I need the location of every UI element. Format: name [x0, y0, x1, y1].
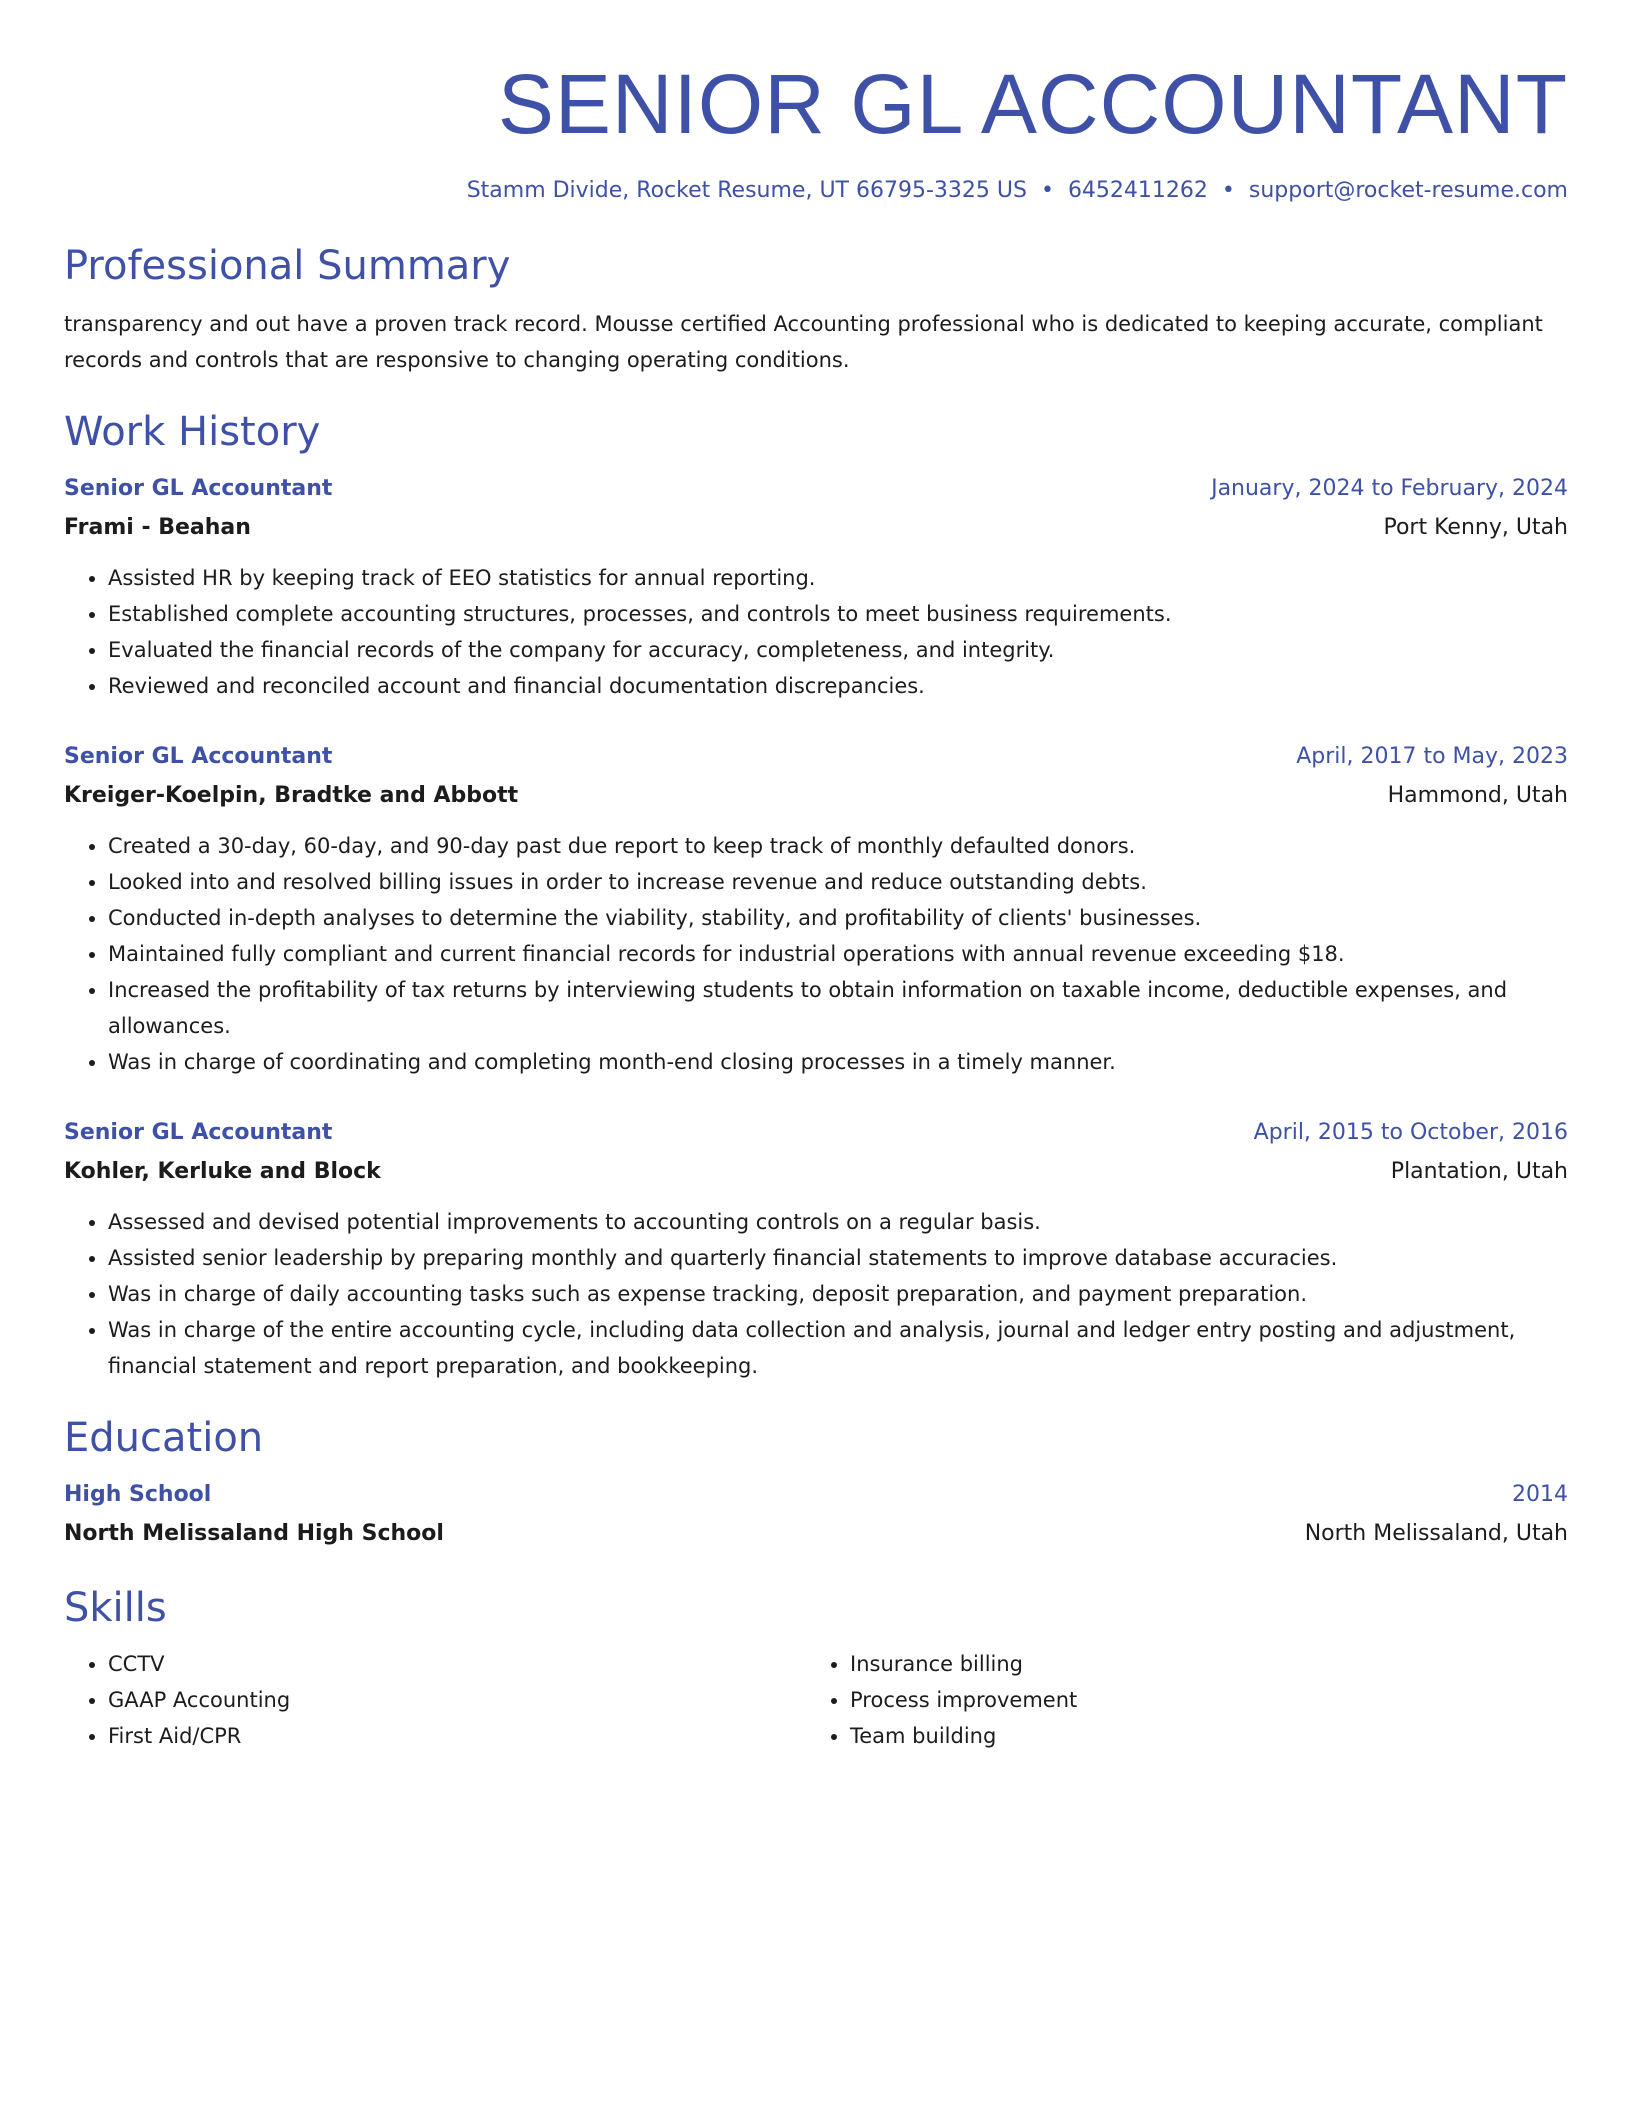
job-bullet: • Was in charge of coordinating and completing month-end closing processes in a timely manner. — [108, 1044, 1568, 1080]
job-bullet: • Was in charge of daily accounting tasks such as expense tracking, deposit preparation, and payment preparation. — [108, 1276, 1568, 1312]
job-bullets — [64, 1204, 1568, 1384]
job-header-row — [64, 470, 1568, 508]
contact-address: Stamm Divide, Rocket Resume, UT 66795-3325 US — [466, 178, 1027, 203]
job-location: Hammond, Utah — [1387, 783, 1568, 808]
job-bullets — [64, 828, 1568, 1080]
job-entry — [64, 470, 1568, 704]
skills-column-left — [64, 1646, 806, 1754]
education-degree: High School — [64, 1482, 212, 1507]
job-title: Senior GL Accountant — [64, 744, 333, 769]
section-title-skills: Skills — [64, 1585, 167, 1631]
education-header-row — [64, 1476, 1568, 1514]
skill-item: • Process improvement — [850, 1682, 1548, 1718]
job-bullet: • Increased the profitability of tax returns by interviewing students to obtain information on taxable income, deductible expenses, and allowances. — [108, 972, 1568, 1044]
education-school: North Melissaland High School — [64, 1521, 444, 1546]
contact-separator: • — [1221, 178, 1235, 203]
section-title-summary: Professional Summary — [64, 243, 511, 289]
job-bullet: • Maintained fully compliant and current financial records for industrial operations with annual revenue exceeding $18. — [108, 936, 1568, 972]
job-bullet: • Established complete accounting structures, processes, and controls to meet business requirements. — [108, 596, 1568, 632]
skills-list — [64, 1646, 1568, 1754]
job-entry — [64, 1114, 1568, 1384]
contact-phone: 6452411262 — [1067, 178, 1208, 203]
section-title-education: Education — [64, 1415, 264, 1461]
education-school-row — [64, 1514, 1568, 1554]
job-dates: April, 2015 to October, 2016 — [1253, 1120, 1568, 1145]
job-company-row — [64, 508, 1568, 548]
summary-text: transparency and out have a proven track record. Mousse certified Accounting professional who is dedicated to keeping accurate, compliant records and controls that are responsive to changing operating conditions. — [64, 312, 1543, 372]
job-dates: April, 2017 to May, 2023 — [1296, 744, 1568, 769]
section-title-work-history: Work History — [64, 409, 321, 455]
skill-item: • Insurance billing — [850, 1646, 1548, 1682]
job-company: Kohler, Kerluke and Block — [64, 1159, 381, 1184]
job-dates: January, 2024 to February, 2024 — [1211, 476, 1568, 501]
job-company-row — [64, 776, 1568, 816]
job-bullet: • Evaluated the financial records of the company for accuracy, completeness, and integrity. — [108, 632, 1568, 668]
job-company-row — [64, 1152, 1568, 1192]
job-bullet: • Created a 30-day, 60-day, and 90-day past due report to keep track of monthly defaulted donors. — [108, 828, 1568, 864]
skill-item: • CCTV — [108, 1646, 806, 1682]
job-header-row — [64, 738, 1568, 776]
job-bullet: • Conducted in-depth analyses to determine the viability, stability, and profitability of clients' businesses. — [108, 900, 1568, 936]
job-company: Frami - Beahan — [64, 515, 251, 540]
contact-line — [64, 174, 1568, 208]
education-year: 2014 — [1512, 1482, 1568, 1507]
job-title: Senior GL Accountant — [64, 476, 333, 501]
contact-separator: • — [1040, 178, 1054, 203]
resume-page — [64, 0, 1568, 1754]
job-entry — [64, 738, 1568, 1080]
contact-email: support@rocket-resume.com — [1248, 178, 1568, 203]
skill-item: • GAAP Accounting — [108, 1682, 806, 1718]
education-location: North Melissaland, Utah — [1304, 1521, 1568, 1546]
job-bullet: • Looked into and resolved billing issues in order to increase revenue and reduce outstanding debts. — [108, 864, 1568, 900]
job-title: Senior GL Accountant — [64, 1120, 333, 1145]
job-bullet: • Assisted HR by keeping track of EEO statistics for annual reporting. — [108, 560, 1568, 596]
job-bullet: • Assessed and devised potential improvements to accounting controls on a regular basis. — [108, 1204, 1568, 1240]
job-bullet: • Reviewed and reconciled account and financial documentation discrepancies. — [108, 668, 1568, 704]
job-bullets — [64, 560, 1568, 704]
job-bullet: • Was in charge of the entire accounting cycle, including data collection and analysis, journal and ledger entry posting and adjustment, financial statement and report preparation, and bookkeeping. — [108, 1312, 1568, 1384]
job-location: Plantation, Utah — [1390, 1159, 1568, 1184]
resume-name: SENIOR GL ACCOUNTANT — [497, 57, 1568, 151]
education-entry — [64, 1476, 1568, 1554]
skills-column-right — [806, 1646, 1548, 1754]
skill-item: • Team building — [850, 1718, 1548, 1754]
job-location: Port Kenny, Utah — [1383, 515, 1568, 540]
skill-item: • First Aid/CPR — [108, 1718, 806, 1754]
job-header-row — [64, 1114, 1568, 1152]
job-bullet: • Assisted senior leadership by preparing monthly and quarterly financial statements to improve database accuracies. — [108, 1240, 1568, 1276]
job-company: Kreiger-Koelpin, Bradtke and Abbott — [64, 783, 519, 808]
